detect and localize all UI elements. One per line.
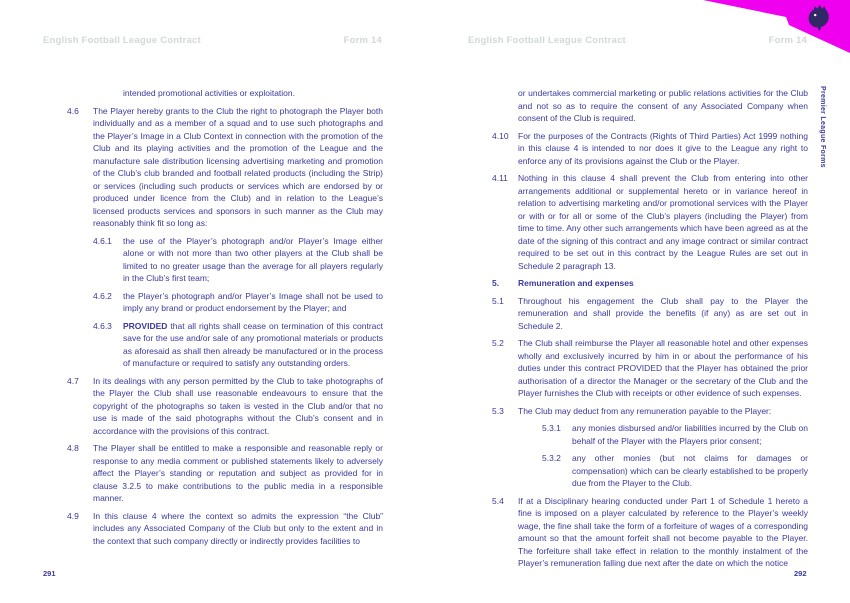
- clause-5-2: [492, 337, 808, 400]
- clause-text: any other monies (but not claims for damages or compensation) which can be clearly established to be properly due from the Player to the Club.: [572, 453, 808, 488]
- clause-text: The Player shall be entitled to make a responsible and reasonable reply or response to any media comment or published statements likely to adversely affect the Player’s standing or reputation and subject as provided for in clause 3.2.5 to make contributions to the public media in a responsible manner.: [93, 443, 383, 503]
- clause-number: 4.6.2: [93, 290, 112, 301]
- clause-text: Remuneration and expenses: [518, 278, 634, 288]
- clause-text: In its dealings with any person permitted by the Club to take photographs of the Player the Club shall use reasonable endeavours to ensure that the copyright of the photographs so taken is vested in the Club and/or that no use is made of the said photographs without the Club’s consent and in accordance with the provisions of this contract.: [93, 375, 383, 436]
- clause-4-8: [67, 442, 383, 505]
- page-title: English Football League Contract: [43, 35, 201, 46]
- clause-text: any monies disbursed and/or liabilities incurred by the Club on behalf of the Player with the Players prior consent;: [572, 423, 808, 446]
- clause-5-3-2: [542, 452, 808, 490]
- clause-5-3-1: [542, 422, 808, 447]
- clause-4-6-2: [93, 290, 383, 315]
- clause-number: 5.3: [492, 405, 504, 416]
- clause-4-6: [67, 105, 383, 230]
- clause-text: The Player hereby grants to the Club the right to photograph the Player both individually and as a member of a squad and to use such photographs and the Player’s Image in a Club Context in connection with the promotion of the Club and its playing activities and the promotion of the League and the manufacture sale distribution licensing advertising marketing and promotion of the Club’s club branded and football related products (including the Strip) or services (including such products or services which are endorsed by or produced under licence from the Club) and in relation to the League’s licensed products services and sponsors in such manner as the Club may reasonably think fit so long as:: [93, 105, 383, 228]
- clause-number: 4.6.3: [93, 320, 112, 331]
- clause-4-10: [492, 130, 808, 168]
- page-header-right: [468, 35, 807, 46]
- clause-4-9: [67, 510, 383, 548]
- clause-4-6-3: [93, 320, 383, 370]
- continuation-paragraph: [123, 87, 383, 100]
- premier-league-forms-tab: Premier League Forms: [819, 86, 826, 168]
- clause-number: 5.: [492, 278, 500, 288]
- premier-league-lion-icon: [806, 5, 831, 32]
- clause-4-7: [67, 375, 383, 438]
- clause-number: 5.2: [492, 338, 504, 348]
- clause-text: If at a Disciplinary hearing conducted under Part 1 of Schedule 1 hereto a fine is imposed on a player calculated by reference to the Player’s weekly wage, the fine shall take the form of a forfeiture of wages of a corresponding amount so that the amount forfeit shall not become payable to the Player. The forfeiture shall take effect in relation to the monthly instalment of the Player’s remuneration falling due next after the date on which the notice: [518, 495, 808, 568]
- clause-text: Nothing in this clause 4 shall prevent the Club from entering into other arrangements additional or supplemental hereto or in variance hereof in relation to advertising marketing and/or promotional services with the Player or with or for all or some of the Club’s players (including the Player) from time to time. Any other such arrangements which have been agreed as at the date of the signing of this contract and any image contract or similar contract required to be set out in this contract by the League Rules are set out in Schedule 2 paragraph 13.: [518, 173, 808, 271]
- clause-number: 4.10: [492, 130, 509, 141]
- clause-5-4: [492, 495, 808, 570]
- clause-5-1: [492, 295, 808, 333]
- clause-text: or undertakes commercial marketing or public relations activities for the Club and not so as to require the consent of any Associated Company when consent of the Club is required.: [518, 88, 808, 123]
- clause-number: 4.8: [67, 443, 79, 453]
- clause-text: The Club shall reimburse the Player all reasonable hotel and other expenses wholly and exclusively incurred by him in or about the performance of his duties under this contract PROVIDED that the Player has obtained the prior authorisation of a director the Manager or the secretary of the Club and the Player furnishes the Club with receipts or other evidence of such expenses.: [518, 338, 808, 398]
- page-title: English Football League Contract: [468, 35, 626, 46]
- clause-number: 4.11: [492, 173, 508, 183]
- clause-4-6-1: [93, 235, 383, 285]
- clause-text: For the purposes of the Contracts (Rights of Third Parties) Act 1999 nothing in this clause 4 is intended to nor does it give to the League any right to enforce any of its provisions against the Club or the Player.: [518, 130, 808, 166]
- clause-text: In this clause 4 where the context so admits the expression “the Club” includes any Associated Company of the Club but only to the extent and in the context that such company directly or indirectly provides facilities to: [93, 510, 383, 546]
- clause-text: The Club may deduct from any remuneration payable to the Player:: [518, 405, 772, 416]
- page-number-right: 292: [794, 569, 807, 578]
- clause-text: the Player’s photograph and/or Player’s Image shall not be used to imply any brand or product endorsement by the Player; and: [123, 290, 383, 313]
- form-number: Form 14: [768, 35, 807, 46]
- clause-number: 4.9: [67, 510, 79, 521]
- clause-number: 4.6.1: [93, 235, 112, 246]
- continuation-paragraph: [518, 87, 808, 125]
- page-right-content: [492, 87, 808, 575]
- clause-number: 4.6: [67, 105, 79, 116]
- clause-number: 5.3.2: [542, 453, 561, 463]
- clause-number: 5.1: [492, 295, 504, 306]
- clause-number: 4.7: [67, 375, 79, 386]
- clause-text: Throughout his engagement the Club shall pay to the Player the remuneration and shall provide the benefits (if any) as are set out in Schedule 2.: [518, 295, 808, 331]
- clause-text: PROVIDED that all rights shall cease on termination of this contract save for the use and/or sale of any promotional materials or products as aforesaid as shall then already be manufactured or in the process of manufacture or required to satisfy any outstanding orders.: [123, 320, 383, 368]
- page-header-left: [43, 35, 382, 46]
- clause-text: the use of the Player’s photograph and/or Player’s Image either alone or with not more than two other players at the Club shall be limited to no greater usage than the average for all players regularly in the Club’s first team;: [123, 235, 383, 283]
- clause-number: 5.4: [492, 495, 504, 506]
- clause-5: [492, 277, 808, 290]
- form-number: Form 14: [343, 35, 382, 46]
- clause-4-11: [492, 172, 808, 272]
- page-number-left: 291: [43, 569, 56, 578]
- clause-number: 5.3.1: [542, 423, 561, 433]
- page-left-content: [67, 87, 383, 552]
- clause-5-3: [492, 405, 808, 418]
- clause-text: intended promotional activities or exploitation.: [123, 88, 295, 98]
